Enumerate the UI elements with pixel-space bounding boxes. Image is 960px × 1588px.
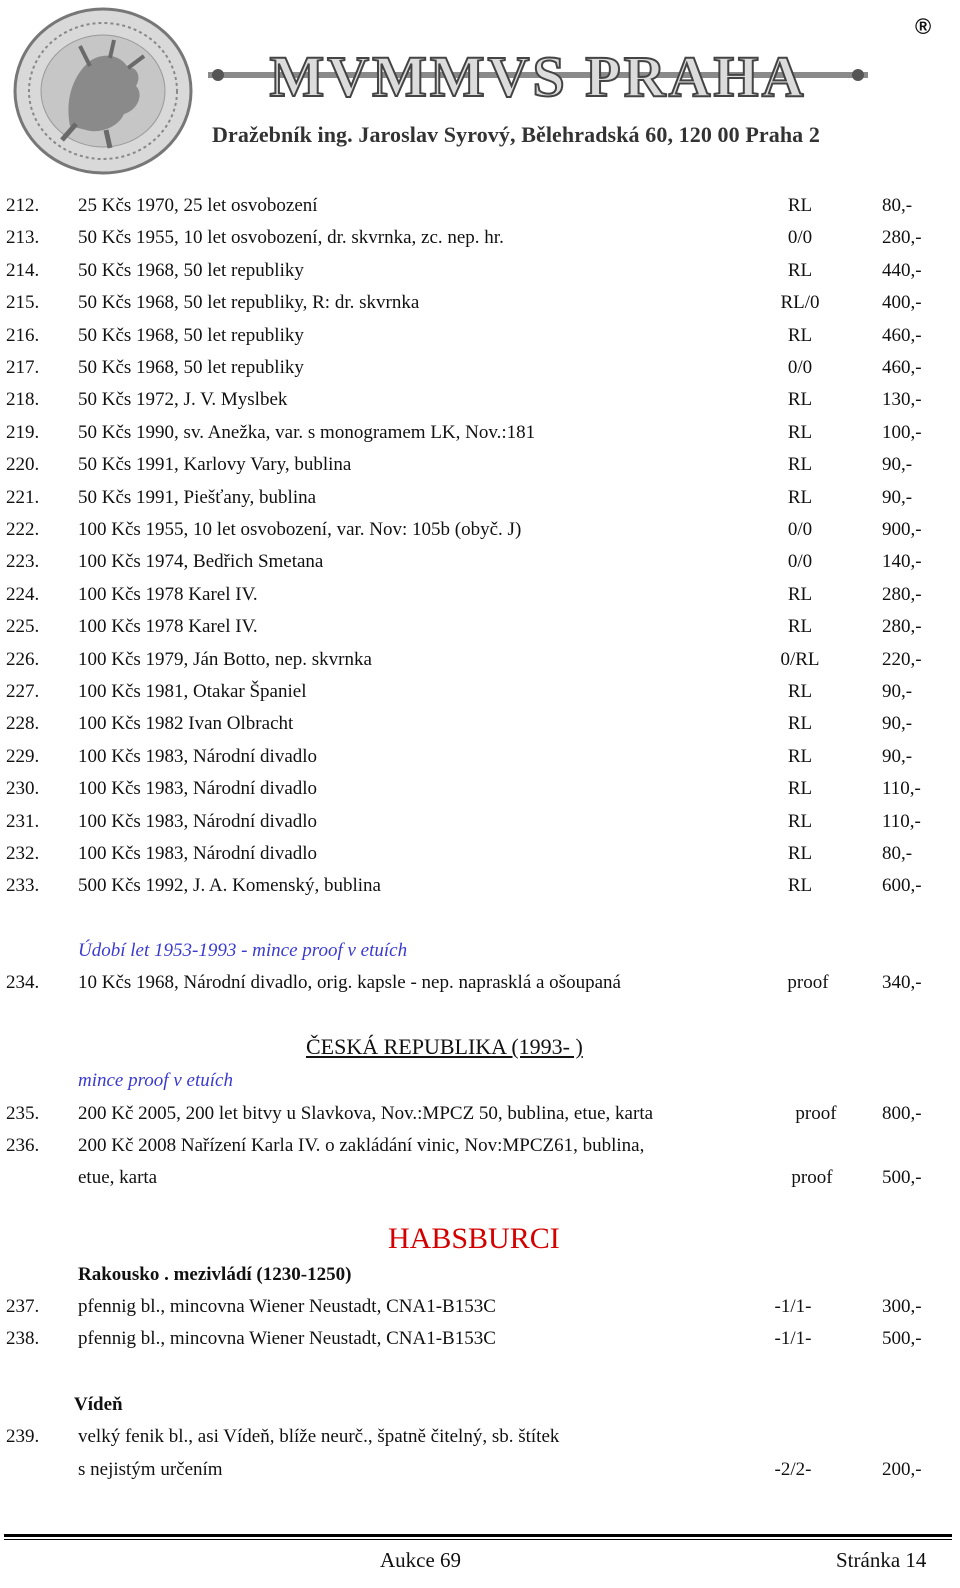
lot-number: 231. — [6, 811, 40, 832]
lot-price: 100,- — [882, 422, 922, 443]
lot-row — [0, 839, 960, 869]
lot-number: 234. — [6, 972, 40, 993]
lot-number: 212. — [6, 195, 40, 216]
lot-number: 219. — [6, 422, 40, 443]
lot-row — [0, 1099, 960, 1129]
lot-grade: RL — [787, 843, 813, 864]
lot-price: 90,- — [882, 746, 913, 767]
lot-grade: proof — [791, 1167, 833, 1188]
lot-row — [0, 774, 960, 804]
lot-number: 227. — [6, 681, 40, 702]
lot-number: 238. — [6, 1328, 40, 1349]
lot-price: 280,- — [882, 616, 922, 637]
lot-number: 228. — [6, 713, 40, 734]
lot-description: 10 Kčs 1968, Národní divadlo, orig. kapsle - nep. naprasklá a ošoupaná — [78, 972, 621, 993]
auctioneer-address: Dražebník ing. Jaroslav Syrový, Bělehradská 60, 120 00 Praha 2 — [212, 122, 820, 147]
lot-row — [0, 515, 960, 545]
lot-description: 50 Kčs 1968, 50 let republiky — [78, 260, 304, 281]
lot-number: 224. — [6, 584, 40, 605]
lot-description: 500 Kčs 1992, J. A. Komenský, bublina — [78, 875, 381, 896]
lot-number: 229. — [6, 746, 40, 767]
lot-number: 217. — [6, 357, 40, 378]
lot-number: 216. — [6, 325, 40, 346]
lot-grade: -2/2- — [774, 1459, 812, 1480]
lot-price: 90,- — [882, 713, 913, 734]
lot-number: 233. — [6, 875, 40, 896]
lot-price: 800,- — [882, 1103, 922, 1124]
lot-grade: RL — [787, 713, 813, 734]
lot-description: 50 Kčs 1972, J. V. Myslbek — [78, 389, 288, 410]
lot-price: 500,- — [882, 1167, 922, 1188]
lot-row — [0, 321, 960, 351]
heading-habsburci: HABSBURCI — [388, 1222, 560, 1255]
lot-number: 225. — [6, 616, 40, 637]
lot-number: 235. — [6, 1103, 40, 1124]
lot-price: 280,- — [882, 227, 922, 248]
lot-row — [0, 547, 960, 577]
lot-price: 340,- — [882, 972, 922, 993]
lot-description-continued: etue, karta — [78, 1167, 158, 1188]
lot-description: 100 Kčs 1982 Ivan Olbracht — [78, 713, 294, 734]
lot-description-continued: s nejistým určením — [78, 1459, 223, 1480]
lot-row — [0, 418, 960, 448]
lot-row — [0, 807, 960, 837]
lot-description: 50 Kčs 1990, sv. Anežka, var. s monogramem LK, Nov.:181 — [78, 422, 536, 443]
lot-grade: 0/0 — [787, 551, 813, 572]
lot-price: 130,- — [882, 389, 922, 410]
lot-row — [0, 1131, 960, 1161]
lot-row — [0, 612, 960, 642]
lot-price: 110,- — [882, 811, 921, 832]
lot-row — [0, 709, 960, 739]
lot-price: 90,- — [882, 487, 913, 508]
lot-grade: 0/0 — [787, 227, 813, 248]
lot-description: 25 Kčs 1970, 25 let osvobození — [78, 195, 318, 216]
lot-number: 237. — [6, 1296, 40, 1317]
lot-row — [0, 256, 960, 286]
lot-number: 223. — [6, 551, 40, 572]
lot-grade: RL — [787, 487, 813, 508]
lot-row-continued — [0, 1455, 960, 1485]
lot-row — [0, 353, 960, 383]
lot-grade: proof — [795, 1103, 837, 1124]
lot-price: 460,- — [882, 357, 922, 378]
coin-seal-logo — [10, 6, 196, 176]
lot-price: 220,- — [882, 649, 922, 670]
lot-description: 100 Kčs 1955, 10 let osvobození, var. Nov: 105b (obyč. J) — [78, 519, 522, 540]
lot-grade: RL — [787, 746, 813, 767]
lot-price: 110,- — [882, 778, 921, 799]
lot-row — [0, 1324, 960, 1354]
lot-number: 232. — [6, 843, 40, 864]
lot-number: 220. — [6, 454, 40, 475]
lot-price: 900,- — [882, 519, 922, 540]
lot-row — [0, 483, 960, 513]
subtitle-proof: mince proof v etuích — [78, 1070, 233, 1091]
lot-number: 215. — [6, 292, 40, 313]
lot-number: 221. — [6, 487, 40, 508]
lot-description: 50 Kčs 1968, 50 let republiky — [78, 357, 304, 378]
lot-price: 300,- — [882, 1296, 922, 1317]
lot-grade: RL — [787, 454, 813, 475]
lot-description: 50 Kčs 1955, 10 let osvobození, dr. skvrnka, zc. nep. hr. — [78, 227, 504, 248]
lot-grade: RL — [787, 584, 813, 605]
lot-price: 80,- — [882, 843, 913, 864]
lot-grade: RL — [787, 681, 813, 702]
lot-grade: RL — [787, 811, 813, 832]
letterhead — [0, 0, 960, 180]
lot-row — [0, 968, 960, 998]
lot-description: pfennig bl., mincovna Wiener Neustadt, CNA1-B153C — [78, 1296, 496, 1317]
lot-grade: RL — [787, 778, 813, 799]
lot-row — [0, 450, 960, 480]
lot-description: 100 Kčs 1978 Karel IV. — [78, 584, 258, 605]
lot-price: 280,- — [882, 584, 922, 605]
lot-row-continued — [0, 1163, 960, 1193]
lot-row — [0, 288, 960, 318]
lot-number: 226. — [6, 649, 40, 670]
lot-description: 200 Kč 2008 Nařízení Karla IV. o zakládání vinic, Nov:MPCZ61, bublina, — [78, 1135, 645, 1156]
lot-grade: RL — [787, 325, 813, 346]
lot-grade: 0/0 — [787, 357, 813, 378]
lot-grade: RL — [787, 422, 813, 443]
lot-description: 50 Kčs 1991, Karlovy Vary, bublina — [78, 454, 352, 475]
heading-ceska-republika: ČESKÁ REPUBLIKA (1993- ) — [306, 1034, 583, 1059]
lot-description: 100 Kčs 1979, Ján Botto, nep. skvrnka — [78, 649, 372, 670]
mvmmvs-praha-wordmark — [208, 44, 868, 108]
lot-description: 100 Kčs 1983, Národní divadlo — [78, 811, 318, 832]
lot-price: 500,- — [882, 1328, 922, 1349]
lot-row — [0, 385, 960, 415]
lot-row — [0, 677, 960, 707]
lot-row — [0, 191, 960, 221]
lot-description: 200 Kč 2005, 200 let bitvy u Slavkova, Nov.:MPCZ 50, bublina, etue, karta — [78, 1103, 654, 1124]
lot-description: pfennig bl., mincovna Wiener Neustadt, CNA1-B153C — [78, 1328, 496, 1349]
lot-grade: 0/RL — [780, 649, 820, 670]
lot-number: 230. — [6, 778, 40, 799]
lot-price: 90,- — [882, 454, 913, 475]
lot-grade: RL — [787, 260, 813, 281]
lot-grade: -1/1- — [774, 1296, 812, 1317]
footer-page-number: Stránka 14 — [836, 1548, 927, 1572]
lot-description: 100 Kčs 1983, Národní divadlo — [78, 843, 318, 864]
lot-description: 50 Kčs 1968, 50 let republiky — [78, 325, 304, 346]
lot-price: 90,- — [882, 681, 913, 702]
lot-grade: proof — [787, 972, 829, 993]
lot-grade: RL — [787, 616, 813, 637]
footer-rule-thin — [4, 1539, 952, 1540]
lot-grade: RL — [787, 875, 813, 896]
lot-grade: RL — [787, 389, 813, 410]
footer-rule — [4, 1534, 952, 1537]
lot-price: 140,- — [882, 551, 922, 572]
lot-description: 50 Kčs 1968, 50 let republiky, R: dr. skvrnka — [78, 292, 420, 313]
wordmark-text: MVMMVS PRAHA — [269, 44, 807, 108]
lot-description: 100 Kčs 1978 Karel IV. — [78, 616, 258, 637]
lot-number: 213. — [6, 227, 40, 248]
lot-row — [0, 645, 960, 675]
lot-price: 440,- — [882, 260, 922, 281]
lot-description: velký fenik bl., asi Vídeň, blíže neurč., špatně čitelný, sb. štítek — [78, 1426, 560, 1447]
lot-price: 600,- — [882, 875, 922, 896]
lot-description: 100 Kčs 1983, Národní divadlo — [78, 746, 318, 767]
lot-row — [0, 1422, 960, 1452]
lot-grade: -1/1- — [774, 1328, 812, 1349]
lot-number: 214. — [6, 260, 40, 281]
footer-auction-number: Aukce 69 — [380, 1548, 462, 1572]
lot-grade: 0/0 — [787, 519, 813, 540]
lot-grade: RL — [787, 195, 813, 216]
lot-price: 200,- — [882, 1459, 922, 1480]
lot-number: 218. — [6, 389, 40, 410]
lot-row — [0, 580, 960, 610]
lot-description: 100 Kčs 1983, Národní divadlo — [78, 778, 318, 799]
lot-price: 400,- — [882, 292, 922, 313]
subtitle-viden: Vídeň — [74, 1394, 123, 1415]
lot-description: 100 Kčs 1981, Otakar Španiel — [78, 681, 307, 702]
lot-row — [0, 1292, 960, 1322]
lot-number: 236. — [6, 1135, 40, 1156]
lot-row — [0, 871, 960, 901]
lot-grade: RL/0 — [780, 292, 820, 313]
lot-number: 239. — [6, 1426, 40, 1447]
lot-row — [0, 742, 960, 772]
lot-price: 460,- — [882, 325, 922, 346]
lot-row — [0, 223, 960, 253]
lot-description: 50 Kčs 1991, Piešťany, bublina — [78, 487, 317, 508]
lot-description: 100 Kčs 1974, Bedřich Smetana — [78, 551, 324, 572]
registered-mark: ® — [915, 14, 932, 39]
lot-price: 80,- — [882, 195, 913, 216]
subtitle-rakousko: Rakousko . mezivládí (1230-1250) — [78, 1264, 352, 1285]
lot-number: 222. — [6, 519, 40, 540]
section-title-proof: Údobí let 1953-1993 - mince proof v etuích — [78, 940, 408, 961]
